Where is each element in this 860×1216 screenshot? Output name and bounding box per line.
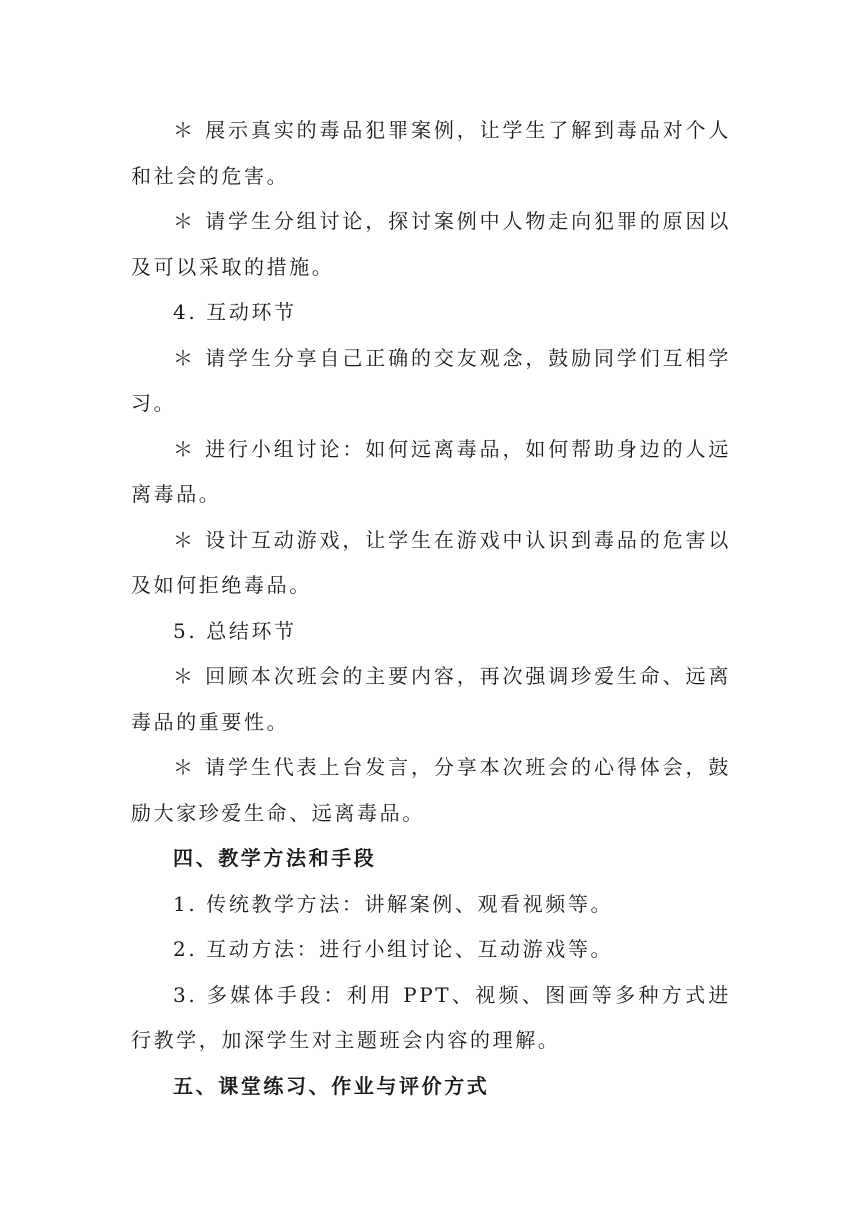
paragraph-share-friendship: ＊ 请学生分享自己正确的交友观念，鼓励同学们互相学习。 xyxy=(131,345,731,415)
paragraph-student-speech: ＊ 请学生代表上台发言，分享本次班会的心得体会，鼓励大家珍爱生命、远离毒品。 xyxy=(131,755,731,825)
paragraph-review: ＊ 回顾本次班会的主要内容，再次强调珍爱生命、远离毒品的重要性。 xyxy=(131,664,731,734)
paragraph-interactive-game: ＊ 设计互动游戏，让学生在游戏中认识到毒品的危害以及如何拒绝毒品。 xyxy=(131,527,731,597)
section-summary-title: 5. 总结环节 xyxy=(173,618,297,643)
heading-exercises-evaluation: 五、课堂练习、作业与评价方式 xyxy=(173,1073,490,1098)
paragraph-interactive-method: 2. 互动方法：进行小组讨论、互动游戏等。 xyxy=(173,937,614,961)
paragraph-multimedia-method: 3. 多媒体手段：利用 PPT、视频、图画等多种方式进行教学，加深学生对主题班会内容的理解。 xyxy=(131,982,731,1052)
paragraph-group-discussion: ＊ 请学生分组讨论，探讨案例中人物走向犯罪的原因以及可以采取的措施。 xyxy=(131,209,731,279)
paragraph-traditional-method: 1. 传统教学方法：讲解案例、观看视频等。 xyxy=(173,891,614,916)
heading-teaching-methods: 四、教学方法和手段 xyxy=(173,846,377,870)
paragraph-small-group-discussion: ＊ 进行小组讨论：如何远离毒品，如何帮助身边的人远离毒品。 xyxy=(131,436,731,506)
section-interaction-title: 4. 互动环节 xyxy=(173,300,297,324)
document-body xyxy=(131,108,731,1109)
paragraph-case-display: ＊ 展示真实的毒品犯罪案例，让学生了解到毒品对个人和社会的危害。 xyxy=(131,118,731,188)
